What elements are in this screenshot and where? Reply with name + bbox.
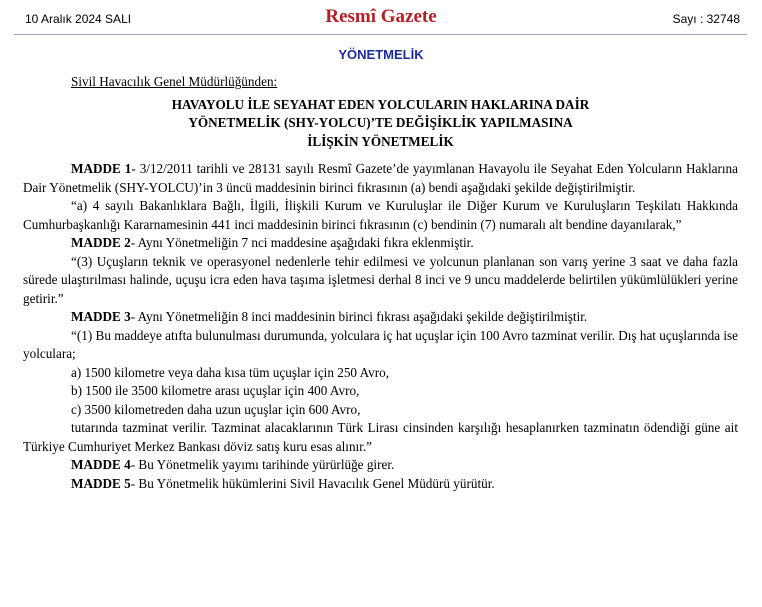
- article-label: MADDE 4: [71, 457, 131, 472]
- title-line: İLİŞKİN YÖNETMELİK: [307, 133, 454, 149]
- article-text: - Bu Yönetmelik yayımı tarihinde yürürlüğe girer.: [130, 457, 395, 472]
- article-label: MADDE 3: [71, 309, 131, 324]
- article-3-quote: “(1) Bu maddeye atıfta bulunulması durumunda, yolculara iç hat uçuşlar için 100 Avro tazminat verilir. Dış hat uçuşlarında ise yolculara;: [23, 327, 738, 361]
- article-4: [23, 456, 738, 475]
- list-item: a) 1500 kilometre veya daha kısa tüm uçuşlar için 250 Avro,: [71, 364, 389, 380]
- title-line: YÖNETMELİK (SHY-YOLCU)’TE DEĞİŞİKLİK YAPILMASINA: [188, 115, 573, 130]
- article-label: MADDE 1: [71, 161, 132, 176]
- article-3: [23, 308, 738, 327]
- list-item: c) 3500 kilometreden daha uzun uçuşlar için 600 Avro,: [71, 401, 361, 417]
- header-divider: [14, 34, 747, 35]
- article-label: MADDE 2: [71, 235, 131, 250]
- issue-number: Sayı : 32748: [672, 12, 740, 26]
- article-2: [23, 234, 738, 253]
- section-heading: YÖNETMELİK: [338, 47, 424, 62]
- document-title: [23, 96, 738, 152]
- article-text: - Bu Yönetmelik hükümlerini Sivil Havacılık Genel Müdürü yürütür.: [130, 475, 495, 491]
- article-1-quote: “a) 4 sayılı Bakanlıklara Bağlı, İlgili, İlişkili Kurum ve Kuruluşlar ile Diğer Kurum ve Kuruluşların Teşkilatı Hakkında Cumhurbaşkanlığı Kararnamesinin 441 inci maddesinin birinci fıkrasının (c) bendinin (7) numaralı alt bendine dayanılarak,”: [23, 198, 738, 232]
- article-2-quote: “(3) Uçuşların teknik ve operasyonel nedenlerle tehir edilmesi ve yolcunun planlanan son varış yerine 3 saat ve daha fazla sürede ulaştırılması halinde, uçuşu icra eden hava taşıma işletmesi derhal 8 inci ve 9 uncu maddelerde belirtilen yükümlülükleri yerine getirir.”: [23, 253, 738, 306]
- article-text: - 3/12/2011 tarihli ve 28131 sayılı Resmî Gazete’de yayımlanan Havayolu ile Seyahat Eden Yolcuların Haklarına Dair Yönetmelik (SHY-YOLCU)’in 3 üncü maddesinin birinci fıkrasının (a) bendi aşağıdaki şekilde değiştirilmiştir.: [23, 161, 738, 195]
- article-1: [23, 160, 738, 197]
- article-text: - Aynı Yönetmeliğin 7 nci maddesine aşağıdaki fıkra eklenmiştir.: [130, 235, 474, 250]
- article-text: - Aynı Yönetmeliğin 8 inci maddesinin birinci fıkrası aşağıdaki şekilde değiştirilmiştir.: [130, 309, 588, 324]
- article-5: [23, 475, 738, 494]
- gazette-header: [0, 0, 762, 36]
- gazette-title: Resmî Gazete: [325, 6, 437, 27]
- issue-date: 10 Aralık 2024 SALI: [25, 12, 132, 26]
- document-body: [23, 73, 738, 493]
- issuing-authority: Sivil Havacılık Genel Müdürlüğünden:: [71, 74, 278, 89]
- article-3-closing: tutarında tazminat verilir. Tazminat alacaklarının Türk Lirası cinsinden karşılığı hesaplanırken tazminatın ödendiği güne ait Türkiye Cumhuriyet Merkez Bankası döviz satış kuru esas alınır.”: [23, 420, 738, 454]
- list-item: b) 1500 ile 3500 kilometre arası uçuşlar için 400 Avro,: [71, 383, 360, 398]
- article-label: MADDE 5: [71, 475, 131, 491]
- title-line: HAVAYOLU İLE SEYAHAT EDEN YOLCULARIN HAKLARINA DAİR: [171, 96, 590, 112]
